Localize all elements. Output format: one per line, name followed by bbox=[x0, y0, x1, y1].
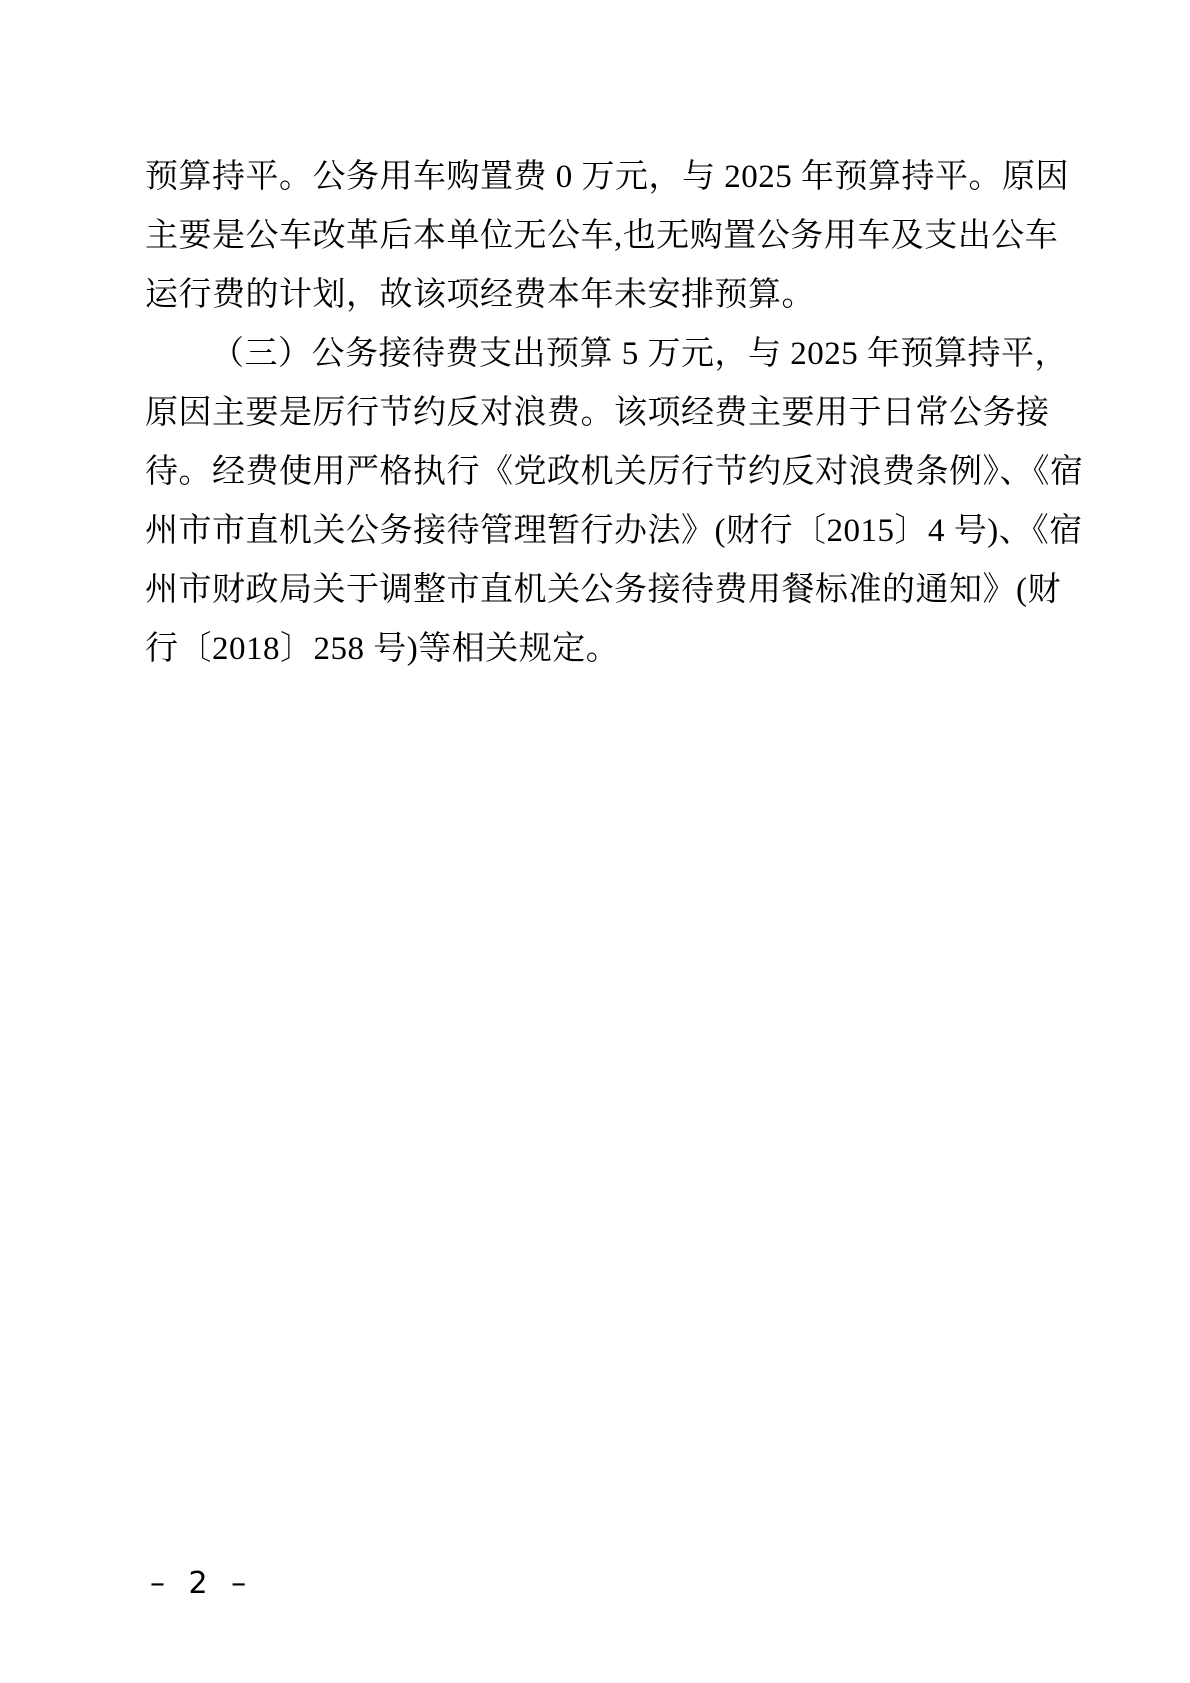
text-line: 主要是公车改革后本单位无公车,也无购置公务用车及支出公车 bbox=[145, 218, 1059, 254]
text-line: 运行费的计划，故该项经费本年未安排预算。 bbox=[145, 277, 815, 313]
text-line: 预算持平。公务用车购置费 0 万元，与 2025 年预算持平。原因 bbox=[145, 159, 1069, 195]
page-number: – 2 – bbox=[150, 1566, 249, 1601]
text-line: 行〔2018〕258 号)等相关规定。 bbox=[145, 631, 620, 667]
text-line: （三）公务接待费支出预算 5 万元，与 2025 年预算持平， bbox=[211, 336, 1068, 372]
text-line: 原因主要是厉行节约反对浪费。该项经费主要用于日常公务接 bbox=[145, 395, 1050, 431]
text-line: 待。经费使用严格执行《党政机关厉行节约反对浪费条例》、《宿 bbox=[145, 454, 1084, 490]
document-body bbox=[145, 148, 1084, 679]
paragraph-item-three bbox=[145, 325, 1084, 679]
paragraph-continuation bbox=[145, 148, 1069, 325]
text-line: 州市市直机关公务接待管理暂行办法》(财行〔2015〕4 号)、《宿 bbox=[145, 513, 1083, 549]
text-line: 州市财政局关于调整市直机关公务接待费用餐标准的通知》(财 bbox=[145, 572, 1061, 608]
